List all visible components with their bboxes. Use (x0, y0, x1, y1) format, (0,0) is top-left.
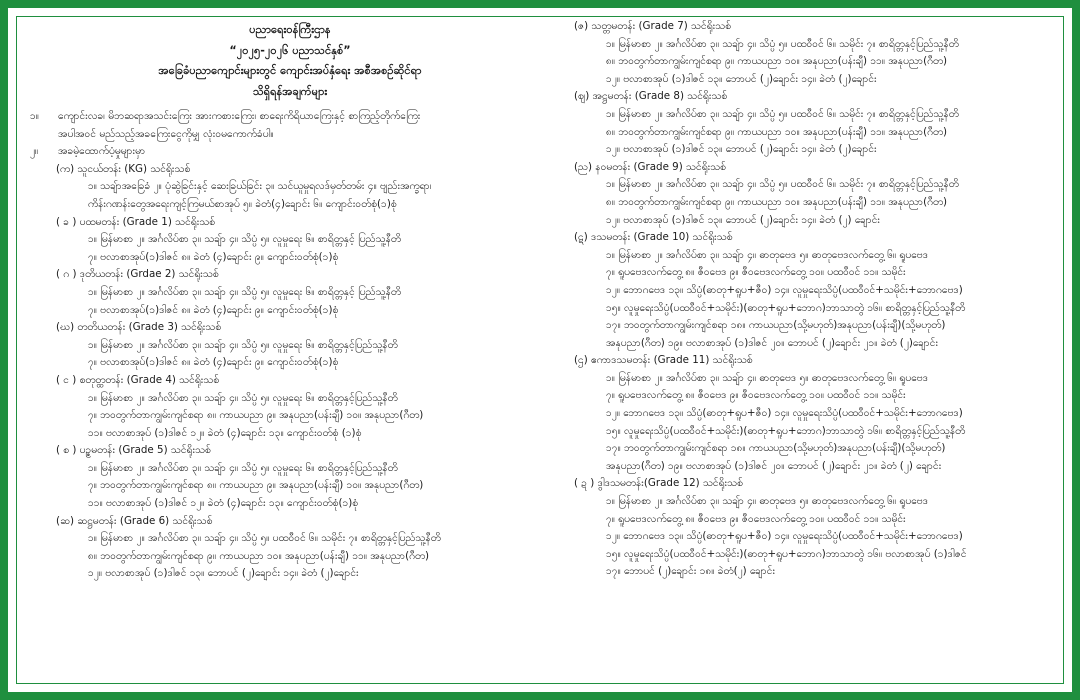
grade-item-line: ၁၁။ ဗလာစာအုပ် (၁)ဒါဇင် ၁၂။ ခဲတံ (၄)ချောင်း ၁၃။ ကျောင်းဝတ်စုံ(၁)စုံ (88, 497, 359, 510)
grade-item-line: ၁၂။ ဗလာစာအုပ် (၁)ဒါဇင် ၁၃။ ဘောပင် (၂)ချောင်း ၁၄။ ခဲတံ (၂) ချောင်း (606, 213, 881, 226)
right-grade-list (566, 18, 1071, 581)
grade-item-line: ၈။ ဘဝတွက်တာကျွမ်းကျင်စရာ ၉။ ကာယပညာ ၁၀။ အနုပညာ(ပန်းချီ) ၁၁။ အနုပညာ(ဂီတ) (606, 55, 948, 68)
grade-item-line: ၇။ ဘဝတွက်တာကျွမ်းကျင်စရာ ၈။ ကာယပညာ ၉။ အနုပညာ(ပန်းချီ) ၁၀။ အနုပညာ(ဂီတ) (88, 479, 424, 492)
notice-title: အခြေခံပညာကျောင်းများတွင် ကျောင်းအပ်နှံရေး အစီအစဉ်ဆိုင်ရာ (158, 64, 422, 77)
grade-item-line: ကိန်းဂဏန်းတွေအရေးကျင့်ကြမယ်စာအုပ် ၅။ ခဲတံ(၄)ချောင်း ၆။ ကျောင်းဝတ်စုံ(၁)စုံ (88, 197, 397, 210)
grade-item-line: ၇။ ရူပဗေဒလက်တွေ့ ၈။ ဇီဝဗေဒ ၉။ ဇီဝဗေဒလက်တွေ့ ၁၀။ ပထဝီဝင် ၁၁။ သမိုင်း (606, 512, 906, 525)
grade-section (566, 18, 1071, 88)
grade-title: (ဈ) အဋ္ဌမတန်း (Grade 8) သင်ရိုးသစ် (574, 90, 728, 103)
grade-section (30, 513, 550, 583)
grade-item-line: ၁။ မြန်မာစာ ၂။ အင်္ဂလိပ်စာ ၃။ သချ်ာ ၄။ ဓာတုဗေဒ ၅။ ဓာတုဗေဒလက်တွေ့ ၆။ ရူပဗေဒ (606, 495, 929, 508)
intro-number: ၂။ (30, 145, 39, 158)
grade-title: (ဇ) သတ္တမတန်း (Grade 7) သင်ရိုးသစ် (574, 20, 732, 32)
grade-item-line: ၁၂။ ဗလာစာအုပ် (၁)ဒါဇင် ၁၃။ ဘောပင် (၂)ချောင်း ၁၄။ ခဲတံ (၂)ချောင်း (606, 72, 877, 85)
grade-title: (ဋ) ဒသမတန်း (Grade 10) သင်ရိုးသစ် (574, 231, 733, 244)
notice-header (30, 20, 550, 102)
grade-title: ( ဂ ) ဒုတိယတန်း (Grdae 2) သင်ရိုးသစ် (56, 268, 219, 281)
grade-item-line: ၁၅။ လူမှုရေးသိပ္ပံ(ပထဝီဝင်+သမိုင်း)(ဓာတု+ရူပ+ဘောဂ)ဘာသာတွဲ ၁၆။ စာရိတ္တနှင့်ပြည်သူ့နီတိ (606, 424, 966, 437)
grade-item-line: ၁။ သချ်ာအခြေခံ ၂။ ပုံဆွဲခြင်းနှင့် ဆေးခြယ်ခြင်း ၃။ သင်ယူမှုရလဒ်မှတ်တမ်း ၄။ ဗျည်းအက္ခရာ၊ (88, 180, 432, 193)
grade-item-line: ၁၁။ ဗလာစာအုပ် (၁)ဒါဇင် ၁၂။ ခဲတံ (၄)ချောင်း ၁၃။ ကျောင်းဝတ်စုံ (၁)စုံ (88, 426, 362, 439)
intro-number: ၁။ (30, 110, 39, 122)
grade-item-line: ၇။ ဘဝတွက်တာကျွမ်းကျင်စရာ ၈။ ကာယပညာ ၉။ အနုပညာ(ပန်းချီ) ၁၀။ အနုပညာ(ဂီတ) (88, 409, 424, 422)
grade-item-line: ၇။ ဗလာစာအုပ်(၁)ဒါဇင် ၈။ ခဲတံ (၄)ချောင်း ၉။ ကျောင်းဝတ်စုံ(၁)စုံ (88, 250, 339, 263)
grade-item-line: ၇။ ဗလာစာအုပ်(၁)ဒါဇင် ၈။ ခဲတံ (၄)ချောင်း ၉။ ကျောင်းဝတ်စုံ(၁)စုံ (88, 356, 339, 369)
intro-item-1 (30, 108, 550, 143)
grade-item-line: ၁။ မြန်မာစာ ၂။ အင်္ဂလိပ်စာ ၃။ သချ်ာ ၄။ သိပ္ပံ ၅။ လူမှုရေး ၆။ စာရိတ္တနှင့်ပြည်သူ့နီတိ (88, 461, 398, 474)
grade-item-line: ၁၂။ ဘောဂဗေဒ ၁၃။ သိပ္ပံ(ဓာတု+ရူပ+ဇီဝ) ၁၄။ လူမှုရေးသိပ္ပံ(ပထဝီဝင်+သမိုင်း+ဘောဂဗေဒ) (606, 407, 963, 420)
grade-item-line: ၁။ မြန်မာစာ ၂။ အင်္ဂလိပ်စာ ၃။ သချ်ာ ၄။ သိပ္ပံ ၅။ လူမှုရေး ၆။ စာရိတ္တနှင့်ပြည်သူ့နီတိ (88, 391, 398, 404)
grade-item-line: ၇။ ရူပဗေဒလက်တွေ့ ၈။ ဇီဝဗေဒ ၉။ ဇီဝဗေဒလက်တွေ့ ၁၀။ ပထဝီဝင် ၁၁။ သမိုင်း (606, 389, 906, 402)
grade-item-line: ၁။ မြန်မာစာ ၂။ အင်္ဂလိပ်စာ ၃။ သချ်ာ ၄။ သိပ္ပံ ၅။ ပထဝီဝင် ၆။ သမိုင်း ၇။ စာရိတ္တနှင့်ပြည်သူ့နီတိ (606, 107, 959, 120)
grade-item-line: ၁။ မြန်မာစာ ၂။ အင်္ဂလိပ်စာ ၃။ သချ်ာ ၄။ သိပ္ပံ ၅။ ပထဝီဝင် ၆။ သမိုင်း ၇။ စာရိတ္တနှင့်ပြည်သူ့နီတိ (606, 178, 959, 191)
grade-item-line: အနုပညာ(ဂီတ) ၁၉။ ဗလာစာအုပ် (၁)ဒါဇင် ၂၀။ ဘောပင် (၂)ချောင်း ၂၁။ ခဲတံ (၂)ချောင်း (606, 336, 939, 349)
grade-item-line: ၇။ ရူပဗေဒလက်တွေ့ ၈။ ဇီဝဗေဒ ၉။ ဇီဝဗေဒလက်တွေ့ ၁၀။ ပထဝီဝင် ၁၁။ သမိုင်း (606, 266, 906, 279)
intro-line: ကျောင်းလခ၊ မိဘဆရာအသင်းကြေး အားကစားကြေး၊ စာရေးကိရိယာကြေးနှင့် စာကြည့်တိုက်ကြေး (58, 110, 421, 122)
grade-title: (ည) နဝမတန်း (Grade 9) သင်ရိုးသစ် (574, 160, 726, 173)
ministry-title: ပညာရေးဝန်ကြီးဌာန (249, 23, 331, 36)
grade-section (566, 159, 1071, 229)
grade-item-line: ၁၂။ ဗလာစာအုပ် (၁)ဒါဇင် ၁၃။ ဘောပင် (၂)ချောင်း ၁၄။ ခဲတံ (၂)ချောင်း (88, 567, 359, 580)
left-grade-list (30, 161, 550, 583)
grade-item-line: ၁၇။ ဘဝတွက်တာကျွမ်းကျင်စရာ ၁၈။ ကာယပညာ(သို့မဟုတ်)အနုပညာ(ပန်းချီ)(သို့မဟုတ်) (606, 442, 946, 455)
grade-item-line: ၈။ ဘဝတွက်တာကျွမ်းကျင်စရာ ၉။ ကာယပညာ ၁၀။ အနုပညာ(ပန်းချီ) ၁၁။ အနုပညာ(ဂီတ) (606, 125, 948, 138)
grade-title: ( ခ ) ပထမတန်း (Grade 1) သင်ရိုးသစ် (56, 215, 216, 228)
grade-title: (ဆ) ဆဋ္ဌမတန်း (Grade 6) သင်ရိုးသစ် (56, 514, 213, 527)
grade-section (30, 442, 550, 512)
grade-section (566, 475, 1071, 581)
grade-section (566, 88, 1071, 158)
grade-section (30, 214, 550, 267)
intro-line: အပါအဝင် မည်သည့်အခကြေးငွေကိုမျှ လုံးဝမကောက်ခံပါ။ (58, 127, 274, 140)
grade-title: (ဌ) ဧကာဒသမတန်း (Grade 11) သင်ရိုးသစ် (574, 354, 753, 367)
grade-item-line: ၁၂။ ဘောဂဗေဒ ၁၃။ သိပ္ပံ(ဓာတု+ရူပ+ဇီဝ) ၁၄။ လူမှုရေးသိပ္ပံ(ပထဝီဝင်+သမိုင်း+ဘောဂဗေဒ) (606, 283, 963, 296)
grade-item-line: ၁။ မြန်မာစာ ၂။ အင်္ဂလိပ်စာ ၃။ သချ်ာ ၄။ သိပ္ပံ ၅။ ပထဝီဝင် ၆။ သမိုင်း ၇။ စာရိတ္တနှင့်ပြည်သူ့နီတိ (88, 532, 441, 545)
grade-item-line: ၈။ ဘဝတွက်တာကျွမ်းကျင်စရာ ၉။ ကာယပညာ ၁၀။ အနုပညာ(ပန်းချီ) ၁၁။ အနုပညာ(ဂီတ) (88, 549, 430, 562)
grade-item-line: ၈။ ဘဝတွက်တာကျွမ်းကျင်စရာ ၉။ ကာယပညာ ၁၀။ အနုပညာ(ပန်းချီ) ၁၁။ အနုပညာ(ဂီတ) (606, 195, 948, 208)
intro-item-2 (30, 143, 550, 161)
grade-item-line: ၁။ မြန်မာစာ ၂။ အင်္ဂလိပ်စာ ၃။ သချ်ာ ၄။ သိပ္ပံ ၅။ လူမှုရေး ၆။ စာရိတ္တနှင့် ပြည်သူ့နီတိ (88, 233, 401, 246)
grade-item-line: ၁၅။ လူမှုရေးသိပ္ပံ(ပထဝီဝင်+သမိုင်း)(ဓာတု+ရူပ+ဘောဂ)ဘာသာတွဲ ၁၆။ စာရိတ္တနှင့်ပြည်သူ့နီတိ (606, 301, 966, 314)
grade-item-line: ၁၂။ ဘောဂဗေဒ ၁၃။ သိပ္ပံ(ဓာတု+ရူပ+ဇီဝ) ၁၄။ လူမှုရေးသိပ္ပံ(ပထဝီဝင်+သမိုင်း+ဘောဂဗေဒ) (606, 530, 963, 543)
grade-item-line: ၁။ မြန်မာစာ ၂။ အင်္ဂလိပ်စာ ၃။ သချ်ာ ၄။ သိပ္ပံ ၅။ ပထဝီဝင် ၆။ သမိုင်း ၇။ စာရိတ္တနှင့်ပြည်သူ့နီတိ (606, 37, 959, 50)
grade-section (30, 372, 550, 442)
grade-item-line: ၁။ မြန်မာစာ ၂။ အင်္ဂလိပ်စာ ၃။ သချ်ာ ၄။ ဓာတုဗေဒ ၅။ ဓာတုဗေဒလက်တွေ့ ၆။ ရူပဗေဒ (606, 371, 929, 384)
grade-section (566, 352, 1071, 475)
notice-subtitle: သိရှိရန်အချက်များ (252, 84, 328, 98)
grade-title: ( ဍ ) ဒွါဒသမတန်း(Grade 12) သင်ရိုးသစ် (574, 477, 743, 490)
grade-section (30, 266, 550, 319)
grade-title: (ဃ) တတိယတန်း (Grade 3) သင်ရိုးသစ် (56, 321, 222, 334)
grade-item-line: ၁၇။ ဘောပင် (၂)ချောင်း ၁၈။ ခဲတံ(၂) ချောင်း (606, 565, 776, 578)
grade-section (566, 229, 1071, 352)
academic-year: “၂၀၂၅-၂၀၂၆ ပညာသင်နှစ်” (229, 43, 351, 57)
grade-item-line: ၁။ မြန်မာစာ ၂။ အင်္ဂလိပ်စာ ၃။ သချ်ာ ၄။ သိပ္ပံ ၅။ လူမှုရေး ၆။ စာရိတ္တနှင့် ပြည်သူ့နီတိ (88, 285, 401, 298)
grade-item-line: အနုပညာ(ဂီတ) ၁၉။ ဗလာစာအုပ် (၁)ဒါဇင် ၂၀။ ဘောပင် (၂)ချောင်း ၂၁။ ခဲတံ (၂) ချောင်း (606, 459, 942, 472)
grade-title: ( င ) စတုတ္ထတန်း (Grade 4) သင်ရိုးသစ် (56, 373, 220, 386)
left-column (30, 20, 550, 583)
grade-item-line: ၁။ မြန်မာစာ ၂။ အင်္ဂလိပ်စာ ၃။ သချ်ာ ၄။ သိပ္ပံ ၅။ လူမှုရေး ၆။ စာရိတ္တနှင့်ပြည်သူ့နီတိ (88, 338, 398, 351)
grade-item-line: ၇။ ဗလာစာအုပ်(၁)ဒါဇင် ၈။ ခဲတံ (၄)ချောင်း ၉။ ကျောင်းဝတ်စုံ(၁)စုံ (88, 303, 339, 316)
grade-title: ( စ ) ပဉ္စမတန်း (Grade 5) သင်ရိုးသစ် (56, 444, 211, 457)
right-column (566, 18, 1071, 581)
grade-item-line: ၁၅။ လူမှုရေးသိပ္ပံ(ပထဝီဝင်+သမိုင်း)(ဓာတု+ရူပ+ဘောဂ)ဘာသာတွဲ ၁၆။ ဗလာစာအုပ် (၁)ဒါဇင် (606, 547, 967, 560)
grade-item-line: ၁၂။ ဗလာစာအုပ် (၁)ဒါဇင် ၁၃။ ဘောပင် (၂)ချောင်း ၁၄။ ခဲတံ (၂)ချောင်း (606, 143, 877, 156)
grade-section (30, 319, 550, 372)
grade-item-line: ၁။ မြန်မာစာ ၂။ အင်္ဂလိပ်စာ ၃။ သချ်ာ ၄။ ဓာတုဗေဒ ၅။ ဓာတုဗေဒလက်တွေ့ ၆။ ရူပဗေဒ (606, 248, 929, 261)
intro-line: အခမဲ့ထောက်ပံ့မှုများမှာ (58, 145, 146, 158)
grade-title: (က) သူငယ်တန်း (KG) သင်ရိုးသစ် (56, 162, 191, 175)
grade-item-line: ၁၇။ ဘဝတွက်တာကျွမ်းကျင်စရာ ၁၈။ ကာယပညာ(သို့မဟုတ်)အနုပညာ(ပန်းချီ)(သို့မဟုတ်) (606, 319, 946, 332)
grade-section (30, 161, 550, 214)
